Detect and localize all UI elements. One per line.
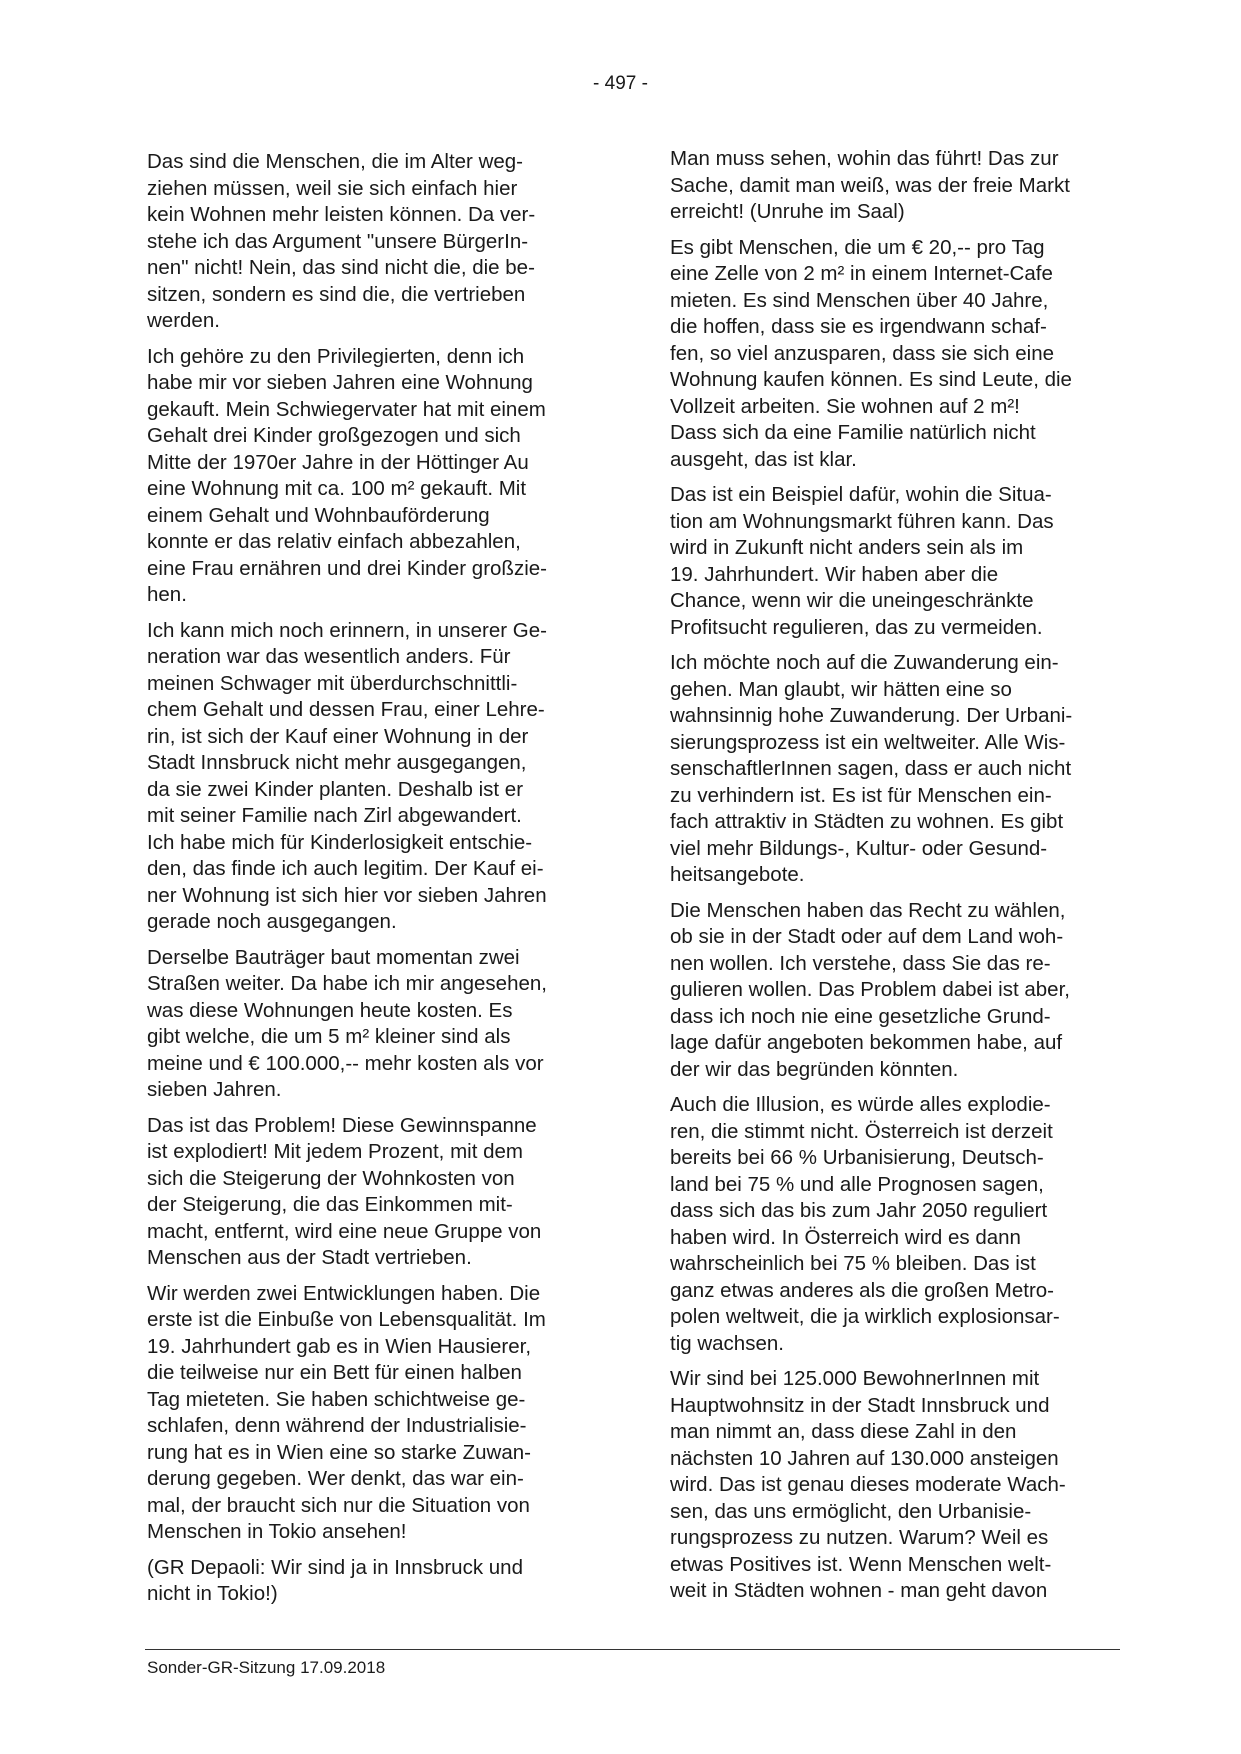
paragraph: Auch die Illusion, es würde alles explodie- ren, die stimmt nicht. Österreich ist derzeit bereits bei 66 % Urbanisierung, Deutsch- land bei 75 % und alle Prognosen sagen, dass sich das bis zum Jahr 2050 reguliert haben wird. In Österreich wird es dann wahrscheinlich bei 75 % bleiben. Das ist ganz etwas anderes als die großen Metro- polen weltweit, die ja wirklich explosionsar- tig wachsen. [670, 1093, 1060, 1355]
paragraph: Derselbe Bauträger baut momentan zwei Straßen weiter. Da habe ich mir angesehen, was diese Wohnungen heute kosten. Es gibt welche, die um 5 m² kleiner sind als meine und € 100.000,-- mehr kosten als vor sieben Jahren. [147, 945, 547, 1101]
paragraph: Wir sind bei 125.000 BewohnerInnen mit Hauptwohnsitz in der Stadt Innsbruck und man nimmt an, dass diese Zahl in den nächsten 10 Jahren auf 130.000 ansteigen wird. Das ist genau dieses moderate Wach- sen, das uns ermöglicht, den Urbanisie- rungsprozess zu nutzen. Warum? Weil es etwas Positives ist. Wenn Menschen welt- weit in Städten wohnen - man geht davon [670, 1367, 1066, 1602]
footer-text: Sonder-GR-Sitzung 17.09.2018 [147, 1658, 386, 1677]
paragraph: Es gibt Menschen, die um € 20,-- pro Tag eine Zelle von 2 m² in einem Internet-Cafe mieten. Es sind Menschen über 40 Jahre, die hoffen, dass sie es irgendwann schaf- fen, so viel anzusparen, dass sie sich eine Wohnung kaufen können. Es sind Leute, die Vollzeit arbeiten. Sie wohnen auf 2 m²! Dass sich da eine Familie natürlich nicht ausgeht, das ist klar. [670, 235, 1072, 471]
paragraph: Man muss sehen, wohin das führt! Das zur Sache, damit man weiß, was der freie Markt erreicht! (Unruhe im Saal) [670, 147, 1070, 223]
paragraph: Die Menschen haben das Recht zu wählen, ob sie in der Stadt oder auf dem Land woh- nen wollen. Ich verstehe, dass Sie das re- gulieren wollen. Das Problem dabei ist aber, dass ich noch nie eine gesetzliche Grund- lage dafür angeboten bekommen habe, auf der wir das begründen könnten. [670, 898, 1070, 1081]
paragraph: Ich möchte noch auf die Zuwanderung ein- gehen. Man glaubt, wir hätten eine so wahnsinnig hohe Zuwanderung. Der Urbani- sierungsprozess ist ein weltweiter. Alle Wis- senschaftlerInnen sagen, dass er auch nicht zu verhindern ist. Es ist für Menschen ein- fach attraktiv in Städten zu wohnen. Es gibt viel mehr Bildungs-, Kultur- oder Gesund- heitsangebote. [670, 651, 1073, 886]
page-number: - 497 - [593, 73, 648, 94]
footer-divider [145, 1649, 1120, 1650]
paragraph: Ich gehöre zu den Privilegierten, denn ich habe mir vor sieben Jahren eine Wohnung gekauft. Mein Schwiegervater hat mit einem Gehalt drei Kinder großgezogen und sich Mitte der 1970er Jahre in der Höttinger Au eine Wohnung mit ca. 100 m² gekauft. Mit einem Gehalt und Wohnbauförderung konnte er das relativ einfach abbezahlen, eine Frau ernähren und drei Kinder großzie- hen. [147, 344, 547, 606]
paragraph: Das ist das Problem! Diese Gewinnspanne ist explodiert! Mit jedem Prozent, mit dem sich die Steigerung der Wohnkosten von der Steigerung, die das Einkommen mit- macht, entfernt, wird eine neue Gruppe von Menschen aus der Stadt vertrieben. [147, 1113, 542, 1269]
paragraph: Das sind die Menschen, die im Alter weg- ziehen müssen, weil sie sich einfach hier kein Wohnen mehr leisten können. Da ver- stehe ich das Argument "unsere BürgerIn- nen" nicht! Nein, das sind nicht die, die be- sitzen, sondern es sind die, die vertrieben werden. [147, 150, 536, 332]
paragraph: Wir werden zwei Entwicklungen haben. Die erste ist die Einbuße von Lebensqualität. Im 19. Jahrhundert gab es in Wien Hausierer, die teilweise nur ein Bett für einen halben Tag mieteten. Sie haben schichtweise ge- schlafen, denn während der Industrialisie- rung hat es in Wien eine so starke Zuwan- derung gegeben. Wer denkt, das war ein- mal, der braucht sich nur die Situation von Menschen in Tokio ansehen! [147, 1281, 546, 1543]
right-column [670, 146, 1122, 1614]
paragraph: (GR Depaoli: Wir sind ja in Innsbruck und nicht in Tokio!) [147, 1555, 523, 1605]
paragraph: Ich kann mich noch erinnern, in unserer Ge- neration war das wesentlich anders. Für meinen Schwager mit überdurchschnittli- chem Gehalt und dessen Frau, einer Lehre- rin, ist sich der Kauf einer Wohnung in der Stadt Innsbruck nicht mehr ausgegangen, da sie zwei Kinder planten. Deshalb ist er mit seiner Familie nach Zirl abgewandert. Ich habe mich für Kinderlosigkeit entschie- den, das finde ich auch legitim. Der Kauf ei- ner Wohnung ist sich hier vor sieben Jahren gerade noch ausgegangen. [147, 618, 547, 933]
paragraph: Das ist ein Beispiel dafür, wohin die Situa- tion am Wohnungsmarkt führen kann. Das wird in Zukunft nicht anders sein als im 19. Jahrhundert. Wir haben aber die Chance, wenn wir die uneingeschränkte Profitsucht regulieren, das zu vermeiden. [670, 483, 1054, 639]
left-column [147, 149, 599, 1617]
